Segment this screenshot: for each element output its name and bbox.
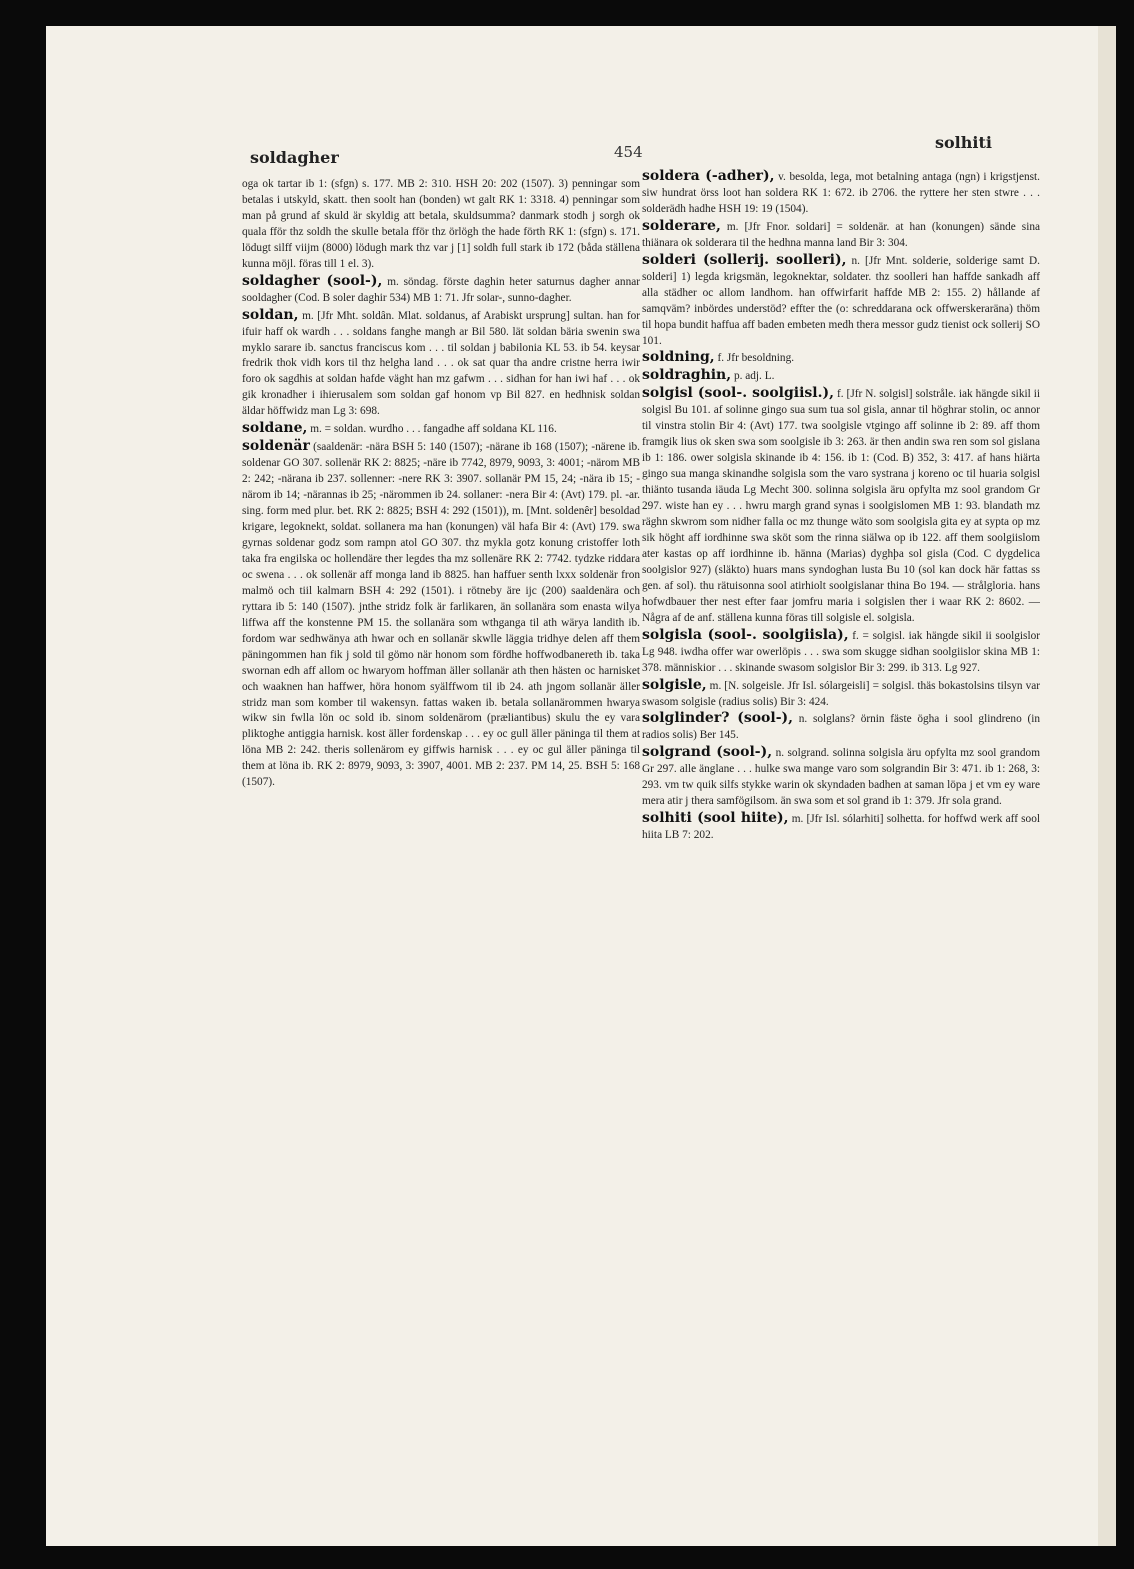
dictionary-entry: [642, 350, 1040, 367]
dictionary-entry: [642, 368, 1040, 385]
running-head-left: soldagher: [250, 148, 339, 167]
entry-text: f. [Jfr N. solgisl] solstråle. iak hängde sikil ii solgisl Bu 101. af solinne gingo sua sum tua sol gisla, annar til höghrar stolin, oc annor til vinstra stolin Bir 4: (Avt) 177. twa soolgisle vtgingo aff solinne ib 2: 89. aff thom framgik lius ok sken swa som soolgisle ib 3: 263. är then andin swa ren som sol gislana ib 1: 186. ower solgisla skinande ib 4: 156. ib 1: (Cod. B) 352, 3: 417. af hans hiärta gingo sua manga skinandhe solgisla som the varo systrana j koreno oc til huaria solgisl thiänto tusanda iäuda Lg Mecht 300. solinna solgisla äru opfylta mz sool grandom Gr 297. wiste han ey . . . hwru margh grand synas i soolgislomen MB 1: 93. blandath mz räghn skwrom som nidher falla oc mz thunge wäto som soolgisla gita ey at sypta op mz sik höght aff iordhinne swa sköt som the rinna siälwa op ib 122. aff them soolgiislom ater kastas op aff iordhinne ib. hänna (Marias) dyghþa sol gisla (Cod. C dygdelica soolgislor 927) (släkto) huars mans syndoghan lusta Bu 10 (sol kan dock här fattas ss gen. af sol). thu rätuisonna sool atirhiolt soolgislanar thina Bo 194. — strålgloria. hans hofwdbauer ther nest efter faar jomfru maria i solgislen ther i waar RK 2: 8602. — Några af de anf. ställena kunna föras till solgisle el. solgisla.: [642, 388, 1040, 624]
entry-headword: soldenär: [242, 438, 310, 455]
entry-headword: solgisla (sool-. soolgiisla),: [642, 626, 849, 643]
entry-text: f. Jfr besoldning.: [717, 352, 795, 365]
dictionary-entry: [642, 745, 1040, 810]
dictionary-entry: [242, 421, 640, 438]
entry-headword: soldagher (sool-),: [242, 272, 383, 289]
dictionary-entry: [642, 628, 1040, 677]
entry-headword: soldning,: [642, 349, 715, 366]
entry-headword: solglinder? (sool-),: [642, 710, 794, 727]
left-column: [242, 177, 640, 1417]
entry-text: m. [Jfr Isl. sólarhiti] solhetta. for hoffwd werk aff sool hiita LB 7: 202.: [642, 813, 1040, 842]
entry-headword: solgisl (sool-. soolgiisl.),: [642, 385, 834, 402]
entry-headword: soldane,: [242, 420, 308, 437]
dictionary-entry: [242, 439, 640, 791]
dictionary-entry: [642, 219, 1040, 252]
entry-text: n. solglans? örnin fäste ögha i sool glindreno (in radios solis) Ber 145.: [642, 713, 1040, 742]
entry-text: m. söndag. förste daghin heter saturnus dagher annar sooldagher (Cod. B soler daghir 534) MB 1: 71. Jfr solar-, sunno-dagher.: [242, 275, 640, 304]
entry-text: p. adj. L.: [733, 370, 775, 383]
book-page: [46, 26, 1116, 1546]
page-edge: [1098, 26, 1116, 1546]
dictionary-entry: [242, 308, 640, 421]
entry-text: oga ok tartar ib 1: (sfgn) s. 177. MB 2: 310. HSH 20: 202 (1507). 3) penningar som betalas i utskyld, skatt. then soolt han (bonden) wt galt RK 1: 3318. 4) penningar som man på grund af skuld är skyldig att betala, skuldsumma? danmark stodh j sorgh ok quala fför thz soldh the skulle betala fför thz örlögh the hade förth RK 1: (sfgn) s. 171. lödugt silff viijm (8000) lödugh mark thz var j [1] soldh full stark ib 172 (båda ställena kunna möjl. föras till 1 el. 3).: [242, 178, 640, 270]
entry-text: m. [Jfr Mht. soldân. Mlat. soldanus, af Arabiskt ursprung] sultan. han for ifuir haff ok wardh . . . soldans fanghe mangh ar Bil 580. lät soldan bäria swenin swa myklo sarare ib. sanctus franciscus kom . . . til soldan j babilonia KL 53. ib 54. keysar fredrik thok vidh kors til thz helgha land . . . ok sat quar tha andre cristne herra iwir foro ok sagdhis at soldan hafde väght han mz gafwm . . . sidhan for han iwi haf . . . ok gik kronadher i ihierusalem som soldan gaf honom vp Bil 827. en hedhnisk soldan äldar höffwidz man Lg 3: 698.: [242, 309, 640, 418]
entry-headword: soldan,: [242, 306, 299, 323]
entry-text: (saaldenär: -nära BSH 5: 140 (1507); -närane ib 168 (1507); -närene ib. soldenar GO 307. sollenär RK 2: 8825; -näre ib 7742, 8979, 9093, 3: 4001; -närom MB 2: 242; -närana ib 237. sollenner: -nere RK 3: 3907. sollanär PM 15, 24; -nära ib 15; -närom ib 14; -närannas ib 25; -närommen ib 24. sollaner: -nera Bir 4: (Avt) 179. pl. -ar. sing. form med plur. bet. RK 2: 8825; BSH 4: 292 (1501)), m. [Mnt. soldenêr] besoldad krigare, legoknekt, soldat. sollanera ma han (konungen) väl hafa Bir 4: (Avt) 179. swa gyrnas soldenar godz som rampn atol GO 307. thz mykla gotz konung cristoffer loth taka fra engilska oc hollendäre ther legdes tha mz sollenäre RK 2: 7742. tydzke riddara oc swena . . . ok sollenär aff monga land ib 8825. han haffuer senth lxxx soldenär fron malmö och tiil kalmarn BSH 4: 292 (1501). i rötneby äre ijc (200) saaldenära och ryttara ib 5: 140 (1507). jnthe stridz folk är farlikaren, än sollanära som enasta wilya liffwa aff the konstenne PM 15. the sollanära som wthganga til ath wärya landith ib. fordom war sedhwänya ath hwar och en sollanär skwlle läggia tridhye delen aff them päningommen han fik j sold til gömo när honom som fördhe hoffwodbanereth ib. taka swornan edh aff allom oc hwaryom hoffman äller sollanär ath then hästen oc harnisket och waaknen han haffwer, höra honom syälffwom til ib 24. ath jngom sollanär äller stridz man som komber til wakensyn. fattas waken ib. betala sollanärommen hwarya wikw sin fwlla lön oc sold ib. sinom soldenärom (præliantibus) skulu the ey vara pliktoghe antiggia harnisk. kost äller fordenskap . . . ey oc gull äller päninga til them at löna MB 2: 242. theris sollenärom ey giffwis harnisk . . . ey oc gul äller päninga til them at löna ib. RK 2: 8979, 9093, 3: 3907, 4001. MB 2: 237. PM 14, 25. BSH 5: 168 (1507).: [242, 441, 640, 789]
entry-text: m. [N. solgeisle. Jfr Isl. sólargeisli] = solgisl. thäs bokastolsins tilsyn var swasom solgisle (radius solis) Bir 3: 424.: [642, 679, 1040, 708]
entry-headword: solderare,: [642, 217, 721, 234]
entry-headword: solgrand (sool-),: [642, 744, 773, 761]
dictionary-entry: [642, 253, 1040, 350]
entry-headword: solderi (sollerij. soolleri),: [642, 251, 847, 268]
page-number: 454: [614, 143, 643, 161]
dictionary-entry: [642, 386, 1040, 626]
dictionary-entry: [642, 711, 1040, 744]
dictionary-entry: [642, 811, 1040, 844]
entry-text: f. = solgisl. iak hängde sikil ii soolgislor Lg 948. iwdha offer war owerlöpis . . . swa som skugge sidhan soolgiislor skina MB 1: 378. människior . . . skinande swasom solgislor Bir 3: 299. ib 313. Lg 927.: [642, 629, 1040, 674]
running-head-right: solhiti: [935, 133, 992, 152]
entry-headword: solhiti (sool hiite),: [642, 810, 789, 827]
entry-text: m. [Jfr Fnor. soldari] = soldenär. at han (konungen) sände sina thiänara ok solderara til the hedhna manna land Bir 3: 304.: [642, 220, 1040, 249]
entry-headword: soldera (-adher),: [642, 169, 775, 184]
entry-headword: soldraghin,: [642, 367, 732, 384]
dictionary-entry: [242, 274, 640, 307]
entry-text: v. besolda, lega, mot betalning antaga (ngn) i krigstjenst. siw hundrat örss loot han soldera RK 1: 672. ib 2706. the ryttere her sten stwre . . . solderädh hadhe HSH 19: 19 (1504).: [642, 171, 1040, 215]
right-column: [642, 169, 1040, 1409]
dictionary-entry: [642, 678, 1040, 711]
dictionary-entry: [642, 169, 1040, 218]
entry-text: n. solgrand. solinna solgisla äru opfylta mz sool grandom Gr 297. alle änglane . . . hulke swa mange varo som solgrandin Bir 3: 471. ib 1: 268, 3: 293. vm tw quik silfs stykke warin ok skyndaden badhen at saman löpa j et vm ey ware mera atir j thera samfögilsom. än swa som et sol grand ib 1: 379. Jfr sola grand.: [642, 747, 1040, 808]
entry-headword: solgisle,: [642, 676, 707, 693]
entry-text: n. [Jfr Mnt. solderie, solderige samt D. solderi] 1) legda krigsmän, legoknektar, soldater. thz soolleri han haffde sankadh aff alla städher oc allom landhom. han offwirfarit haffde MB 2: 155. 2) hållande af samqväm? inbördes understöd? effter the (o: schreddarana ock offwerskeraräna) thöm til hopa bundit haffua aff baden embeten medh thera messor gudz tienist ock sollerij SO 101.: [642, 254, 1040, 347]
entry-text: m. = soldan. wurdho . . . fangadhe aff soldana KL 116.: [310, 423, 557, 436]
dictionary-entry: [242, 177, 640, 273]
